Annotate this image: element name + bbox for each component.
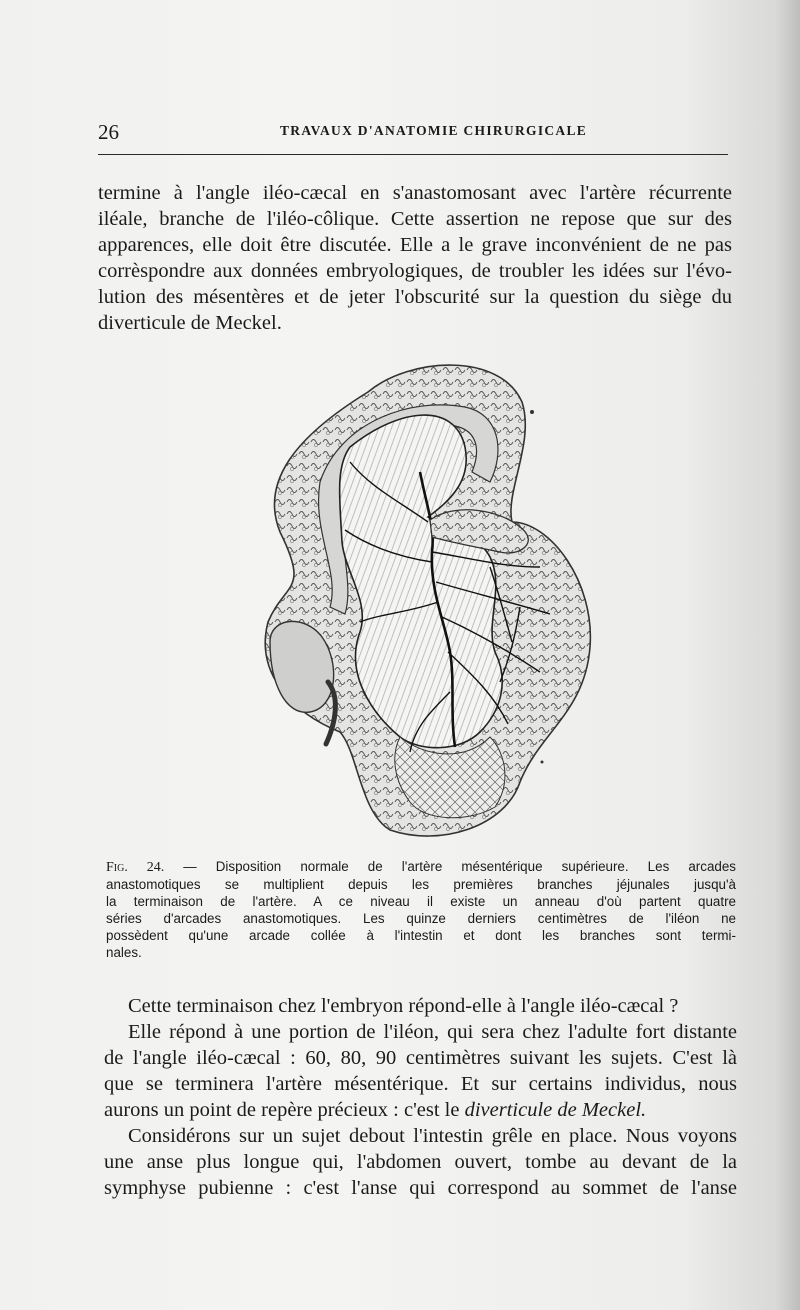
caption-line: séries d'arcades anastomotiques. Les quinze derniers centimètres de l'iléon ne xyxy=(106,911,736,926)
caption-line xyxy=(106,858,736,876)
text-line: Cette terminaison chez l'embryon répond-elle à l'angle iléo-cæcal ? xyxy=(128,995,679,1017)
figure-label: Fig. 24. xyxy=(106,860,165,875)
caption-text: — Disposition normale de l'artère mésentérique supérieure. Les arcades xyxy=(164,859,736,874)
header-rule xyxy=(98,154,728,155)
text-line: diverticule de Meckel. xyxy=(98,312,282,334)
page-number: 26 xyxy=(98,120,119,144)
speckle xyxy=(541,761,544,764)
text-line: corrèspondre aux données embryologiques, de troubler les idées sur l'évo- xyxy=(98,260,732,282)
text-line: termine à l'angle iléo-cæcal en s'anastomosant avec l'artère récurrente xyxy=(98,182,732,204)
text-line: Considérons sur un sujet debout l'intestin grêle en place. Nous voyons xyxy=(128,1125,737,1147)
text-line xyxy=(104,1097,737,1123)
speckle xyxy=(530,410,534,414)
running-title: TRAVAUX D'ANATOMIE CHIRURGICALE xyxy=(280,123,588,138)
text-line: Elle répond à une portion de l'iléon, qui sera chez l'adulte fort distante xyxy=(128,1021,737,1043)
caption-line: anastomotiques se multiplient depuis les premières branches jéjunales jusqu'à xyxy=(106,877,736,892)
running-head xyxy=(98,118,728,146)
italic-term: diverticule de Meckel. xyxy=(464,1099,647,1121)
paragraph-top xyxy=(98,180,732,336)
caption-line: la terminaison de l'artère. A ce niveau il existe un anneau d'où partent quatre xyxy=(106,894,736,909)
text-line: que se terminera l'artère mésentérique. Et sur certains individus, nous xyxy=(104,1073,737,1095)
text-segment: aurons un point de repère précieux : c'est le xyxy=(104,1099,465,1121)
caption-line: nales. xyxy=(106,945,142,960)
text-line: apparences, elle doit être discutée. Elle a le grave inconvénient de ne pas xyxy=(98,234,732,256)
text-line: de l'angle iléo-cæcal : 60, 80, 90 centimètres suivant les sujets. C'est là xyxy=(104,1047,737,1069)
text-line: symphyse pubienne : c'est l'anse qui correspond au sommet de l'anse xyxy=(104,1177,737,1199)
anatomical-illustration xyxy=(250,352,600,844)
text-line: lution des mésentères et de jeter l'obscurité sur la question du siège du xyxy=(98,286,732,308)
text-line: une anse plus longue qui, l'abdomen ouvert, tombe au devant de la xyxy=(104,1151,737,1173)
paragraph-bottom xyxy=(104,993,737,1201)
text-line: iléale, branche de l'iléo-côlique. Cette assertion ne repose que sur des xyxy=(98,208,732,230)
figure-caption xyxy=(106,858,736,961)
caption-line: possèdent qu'une arcade collée à l'intestin et dont les branches sont termi- xyxy=(106,928,736,943)
